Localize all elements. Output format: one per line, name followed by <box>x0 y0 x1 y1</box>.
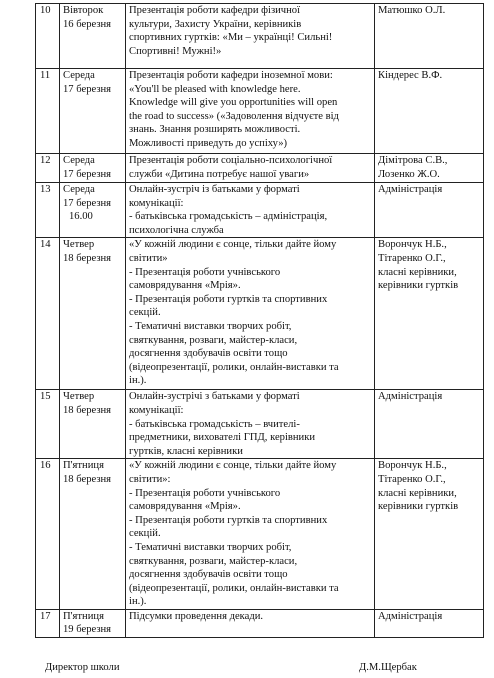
table-row <box>36 390 484 459</box>
responsible-line: Кіндерес В.Ф. <box>378 70 443 81</box>
date-line: 17 березня <box>63 83 112 95</box>
event-line: «You'll be pleased with knowledge here. <box>129 83 301 95</box>
table-row <box>36 459 484 610</box>
date-line: Середа <box>63 184 95 195</box>
event-line: досягнення здобувачів освіти тощо <box>129 348 288 360</box>
row-number-cell: 10 <box>36 4 60 69</box>
responsible-line: Тітаренко О.Г., <box>378 473 446 485</box>
table-row <box>36 154 484 183</box>
date-line: Середа <box>63 70 95 81</box>
event-line: світити»: <box>129 473 171 485</box>
date-line: 18 березня <box>63 252 112 264</box>
event-line: (відеопрезентації, ролики, онлайн-виставки та <box>129 361 339 373</box>
date-line: Середа <box>63 155 95 166</box>
schedule-body <box>36 4 484 638</box>
responsible-line: Лозенко Ж.О. <box>378 168 440 180</box>
table-row <box>36 183 484 238</box>
responsible-line: Ворончук Н.Б., <box>378 460 447 472</box>
event-cell <box>126 459 375 610</box>
schedule-table <box>35 3 484 638</box>
event-line: (відеопрезентації, ролики, онлайн-виставки та <box>129 582 339 594</box>
event-line: - Презентація роботи гуртків та спортивних <box>129 293 328 305</box>
event-line: - Презентація роботи гуртків та спортивних <box>129 514 328 526</box>
event-line: святкування, розваги, майстер-класи, <box>129 334 298 346</box>
director-name: Д.М.Щербак <box>359 662 417 673</box>
event-line: ін.). <box>129 596 147 608</box>
table-row <box>36 238 484 390</box>
event-line: Онлайн-зустрічі з батьками у форматі <box>129 391 300 403</box>
responsible-line: Матюшко О.Л. <box>378 5 446 16</box>
event-line: «У кожній людини є сонце, тільки дайте йому <box>129 460 337 472</box>
date-line: 16 березня <box>63 18 112 30</box>
responsible-line: Адміністрація <box>378 184 443 195</box>
table-row <box>36 69 484 154</box>
table-row <box>36 4 484 69</box>
event-cell <box>126 238 375 390</box>
date-cell <box>60 154 126 183</box>
date-line: П'ятниця <box>63 610 104 622</box>
responsible-cell <box>375 390 484 459</box>
event-line: психологічна служба <box>129 224 224 236</box>
event-line: святкування, розваги, майстер-класи, <box>129 555 298 567</box>
event-line: досягнення здобувачів освіти тощо <box>129 569 288 581</box>
event-line: - Тематичні виставки творчих робіт, <box>129 320 292 332</box>
event-line: Презентація роботи кафедри фізичної <box>129 5 301 16</box>
event-line: Онлайн-зустріч із батьками у форматі <box>129 184 300 195</box>
event-cell <box>126 154 375 183</box>
row-number-cell: 11 <box>36 69 60 154</box>
responsible-cell <box>375 69 484 154</box>
date-cell <box>60 390 126 459</box>
date-line: П'ятниця <box>63 460 104 472</box>
responsible-line: Тітаренко О.Г., <box>378 252 446 264</box>
date-line: 19 березня <box>63 624 112 636</box>
responsible-line: класні керівники, <box>378 266 457 278</box>
responsible-line: керівники гуртків <box>378 501 459 513</box>
row-number-cell: 16 <box>36 459 60 610</box>
responsible-cell <box>375 459 484 610</box>
responsible-line: класні керівники, <box>378 487 457 499</box>
row-number-cell: 17 <box>36 609 60 637</box>
event-cell <box>126 69 375 154</box>
date-line: 17 березня <box>63 168 112 180</box>
event-line: - Презентація роботи учнівського <box>129 487 281 499</box>
responsible-cell <box>375 154 484 183</box>
director-title: Директор школи <box>45 662 120 673</box>
event-line: світити» <box>129 252 168 264</box>
event-line: спортивних гуртків: «Ми – українці! Сильні! <box>129 32 333 44</box>
row-number-cell: 15 <box>36 390 60 459</box>
row-number-cell: 12 <box>36 154 60 183</box>
event-line: «У кожній людини є сонце, тільки дайте йому <box>129 239 337 251</box>
table-row <box>36 609 484 637</box>
date-cell <box>60 69 126 154</box>
event-line: - Презентація роботи учнівського <box>129 266 281 278</box>
date-line: Вівторок <box>63 5 104 16</box>
event-line: гуртків, класні керівники <box>129 445 243 457</box>
event-cell <box>126 390 375 459</box>
event-line: - батьківська громадськість – адміністрація, <box>129 211 328 223</box>
responsible-cell <box>375 4 484 69</box>
event-line: - батьківська громадськість – вчителі- <box>129 418 300 430</box>
event-line: секцій. <box>129 528 161 540</box>
event-line: культури, Захисту України, керівників <box>129 18 302 30</box>
date-line: 17 березня <box>63 197 112 209</box>
event-line: Підсумки проведення декади. <box>129 610 264 622</box>
row-number-cell: 13 <box>36 183 60 238</box>
date-line: 18 березня <box>63 473 112 485</box>
responsible-cell <box>375 609 484 637</box>
date-line: Четвер <box>63 239 95 251</box>
date-cell <box>60 459 126 610</box>
date-cell <box>60 4 126 69</box>
event-line: Можливості приведуть до успіху») <box>129 137 288 149</box>
event-line: комунікації: <box>129 404 184 416</box>
date-line: 18 березня <box>63 404 112 416</box>
responsible-line: Адміністрація <box>378 391 443 403</box>
date-cell <box>60 183 126 238</box>
responsible-line: керівники гуртків <box>378 280 459 292</box>
responsible-cell <box>375 238 484 390</box>
event-line: секцій. <box>129 307 161 319</box>
event-cell <box>126 609 375 637</box>
event-line: ін.). <box>129 375 147 387</box>
event-line: самоврядування «Мрія». <box>129 280 241 292</box>
event-line: - Тематичні виставки творчих робіт, <box>129 541 292 553</box>
event-cell <box>126 183 375 238</box>
event-line: the road to success» («Задоволення відчуєте від <box>129 110 339 122</box>
event-line: знань. Знання розширять можливості. <box>129 124 301 136</box>
responsible-cell <box>375 183 484 238</box>
date-cell <box>60 238 126 390</box>
event-cell <box>126 4 375 69</box>
event-line: Презентація роботи соціально-психологічної <box>129 155 333 166</box>
date-line: 16.00 <box>69 211 93 223</box>
row-number-cell: 14 <box>36 238 60 390</box>
responsible-line: Дімітрова С.В., <box>378 155 448 166</box>
event-line: Спортивні! Мужні!» <box>129 45 222 57</box>
date-line: Четвер <box>63 391 95 403</box>
event-line: предметники, вихователі ГПД, керівники <box>129 432 316 444</box>
event-line: комунікації: <box>129 197 184 209</box>
event-line: Презентація роботи кафедри іноземної мови: <box>129 70 333 81</box>
event-line: Knowledge will give you opportunities will open <box>129 97 338 109</box>
responsible-line: Ворончук Н.Б., <box>378 239 447 251</box>
responsible-line: Адміністрація <box>378 610 443 622</box>
event-line: служби «Дитина потребує нашої уваги» <box>129 168 310 180</box>
event-line: самоврядування «Мрія». <box>129 501 241 513</box>
date-cell <box>60 609 126 637</box>
